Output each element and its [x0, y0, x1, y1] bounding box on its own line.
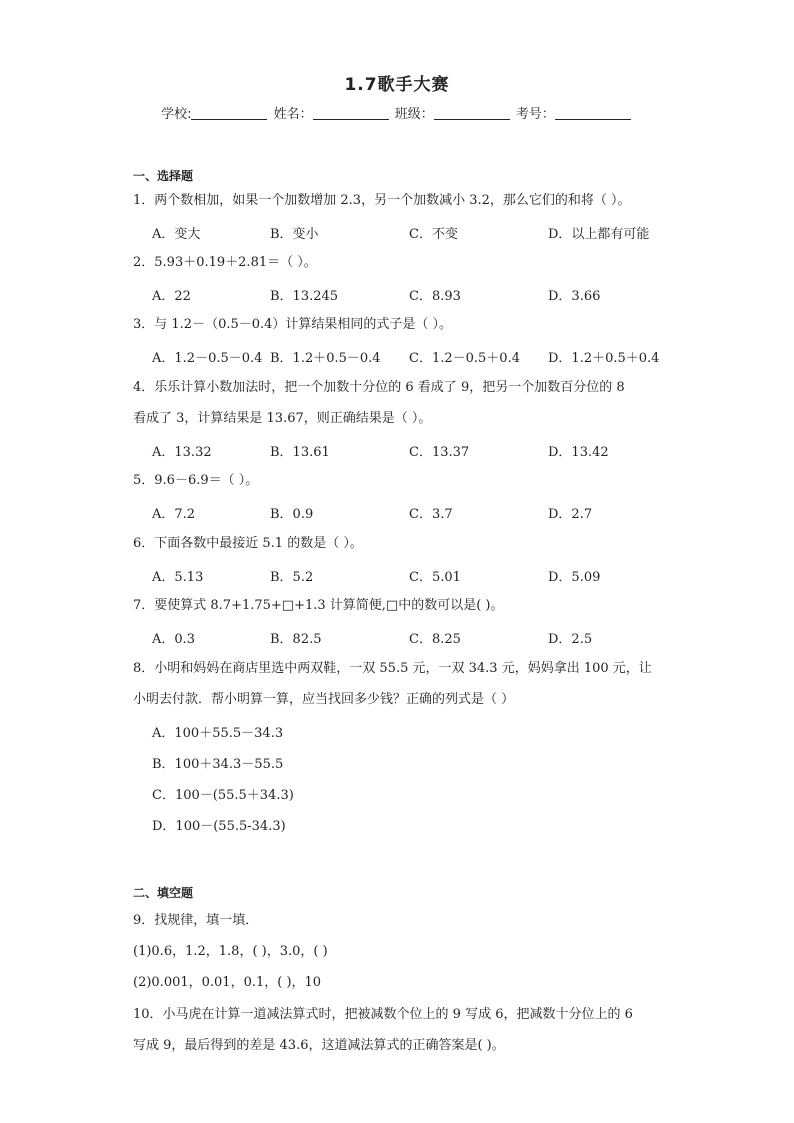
option[interactable]: B．13.61: [270, 445, 330, 460]
option[interactable]: D．1.2＋0.5＋0.4: [548, 351, 660, 366]
question-10-line-2: 写成 9，最后得到的差是 43.6，这道减法算式的正确答案是( )。: [133, 1038, 505, 1053]
option[interactable]: A．100＋55.5－34.3: [152, 726, 284, 741]
question-6-options: [152, 566, 682, 586]
question-8-line-2: 小明去付款．帮小明算一算，应当找回多少钱？正确的列式是（ ）: [133, 692, 515, 707]
option[interactable]: D．100－(55.5-34.3): [152, 819, 286, 834]
option[interactable]: B．0.9: [270, 507, 314, 522]
option[interactable]: A．22: [152, 289, 191, 304]
student-info-row: [0, 103, 794, 122]
number-blank[interactable]: [555, 106, 631, 120]
option[interactable]: C．5.01: [409, 570, 461, 585]
option[interactable]: A．变大: [152, 227, 201, 242]
question-3-options: [152, 347, 682, 367]
option[interactable]: A．13.32: [152, 445, 212, 460]
option[interactable]: D．2.7: [548, 507, 593, 522]
option[interactable]: B．5.2: [270, 570, 314, 585]
question-2: 2．5.93＋0.19＋2.81＝（ ）。: [133, 255, 317, 270]
option[interactable]: B．100＋34.3－55.5: [152, 757, 284, 772]
option[interactable]: A．5.13: [152, 570, 204, 585]
option[interactable]: D．3.66: [548, 289, 601, 304]
school-label: 学校:: [161, 107, 192, 122]
option[interactable]: A．0.3: [152, 632, 196, 647]
option[interactable]: C．1.2－0.5＋0.4: [409, 351, 520, 366]
question-4-line-2: 看成了 3，计算结果是 13.67，则正确结果是（ ）。: [133, 411, 432, 426]
question-1-options: [152, 223, 682, 243]
option[interactable]: C．8.93: [409, 289, 461, 304]
question-5: 5．9.6－6.9＝（ ）。: [133, 473, 259, 488]
question-9: 9．找规律，填一填．: [133, 913, 259, 928]
option[interactable]: D．5.09: [548, 570, 601, 585]
number-label: 考号：: [515, 107, 555, 122]
option[interactable]: B．变小: [270, 227, 319, 242]
question-1: 1．两个数相加，如果一个加数增加 2.3，另一个加数减小 3.2，那么它们的和将（ ）。: [133, 193, 631, 208]
question-9-part-2: (2)0.001，0.01，0.1，( )，10: [133, 975, 322, 990]
option[interactable]: D．13.42: [548, 445, 609, 460]
option[interactable]: A．1.2－0.5－0.4: [152, 351, 263, 366]
class-label: 班级：: [394, 107, 434, 122]
option[interactable]: D．2.5: [548, 632, 593, 647]
option[interactable]: C．3.7: [409, 507, 453, 522]
option[interactable]: D．以上都有可能: [548, 227, 650, 242]
page-title: 1.7歌手大赛: [344, 75, 450, 95]
option[interactable]: B．1.2＋0.5－0.4: [270, 351, 381, 366]
question-7: 7．要使算式 8.7+1.75+□+1.3 计算简便,□中的数可以是( )。: [133, 598, 504, 613]
name-label: 姓名：: [273, 107, 313, 122]
section-heading-fill: 二、填空题: [133, 886, 194, 900]
option[interactable]: C．13.37: [409, 445, 470, 460]
option[interactable]: C．8.25: [409, 632, 461, 647]
option[interactable]: B．13.245: [270, 289, 339, 304]
question-5-options: [152, 503, 682, 523]
question-10-line-1: 10．小马虎在计算一道减法算式时，把被减数个位上的 9 写成 6，把减数十分位上的 6: [133, 1007, 633, 1022]
question-4-line-1: 4．乐乐计算小数加法时，把一个加数十分位的 6 看成了 9，把另一个加数百分位的 8: [133, 380, 625, 395]
section-heading-choice: 一、选择题: [133, 169, 194, 183]
class-blank[interactable]: [434, 106, 510, 120]
question-7-options: [152, 628, 682, 648]
question-9-part-1: (1)0.6，1.2，1.8，( )，3.0，( ): [133, 944, 328, 959]
question-3: 3．与 1.2－（0.5－0.4）计算结果相同的式子是（ ）。: [133, 317, 453, 332]
question-2-options: [152, 285, 682, 305]
option[interactable]: C．不变: [409, 227, 458, 242]
question-6: 6．下面各数中最接近 5.1 的数是（ ）。: [133, 536, 363, 551]
option[interactable]: B．82.5: [270, 632, 322, 647]
school-blank[interactable]: [191, 106, 267, 120]
option[interactable]: A．7.2: [152, 507, 196, 522]
question-4-options: [152, 441, 682, 461]
question-8-line-1: 8．小明和妈妈在商店里选中两双鞋，一双 55.5 元，一双 34.3 元，妈妈拿出 100 元，让: [133, 661, 652, 676]
option[interactable]: C．100－(55.5＋34.3): [152, 788, 294, 803]
name-blank[interactable]: [313, 106, 389, 120]
